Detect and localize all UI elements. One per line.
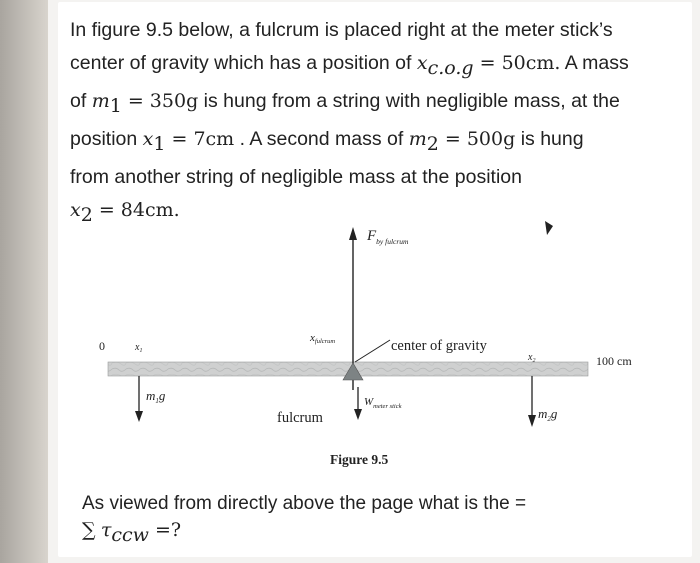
page-shadow [0, 0, 48, 563]
math-sub: 2 [80, 203, 93, 226]
math-var: x [70, 198, 81, 221]
w-stick-label: $W_{meter stick}$ [364, 396, 402, 410]
x1-label: $x_1$ [135, 342, 143, 354]
problem-line-1 [70, 14, 670, 47]
math-eq: = 84cm. [92, 198, 180, 221]
text-span: . A second mass of [234, 127, 409, 150]
text-span: position [70, 127, 143, 150]
math-sub: 1 [109, 94, 122, 117]
math-sub: 1 [153, 132, 166, 155]
math-eq: = 7cm [165, 127, 235, 150]
zero-label: 0 [99, 339, 105, 353]
m2g-label: $m_2g$ [538, 406, 558, 423]
math-var: m [91, 89, 110, 112]
text-span: A mass [560, 52, 629, 74]
tau-symbol: τ [100, 519, 112, 541]
problem-line-2 [70, 47, 670, 85]
center-gravity-pointer [355, 340, 390, 362]
question-tail: =? [148, 519, 182, 541]
math-var: x [416, 52, 428, 74]
math-sub: c.o.g [427, 56, 474, 79]
problem-line-5 [70, 161, 670, 194]
problem-line-4 [70, 123, 670, 161]
cursor-arrow-icon [545, 221, 553, 235]
x2-label: $x_2$ [528, 352, 536, 364]
question-line-1 [82, 491, 642, 517]
m1-weight-arrow [135, 376, 143, 422]
text-span: center of gravity which has a position of [70, 52, 417, 74]
text-span: is hung from a string with negligible mass, at the [198, 89, 620, 112]
math-var: x [142, 127, 154, 150]
f-fulcrum-label: $F_{by fulcrum}$ [367, 228, 409, 246]
text-span: of [70, 89, 92, 112]
problem-statement [70, 14, 670, 232]
figure-caption: Figure 9.5 [330, 452, 389, 467]
center-of-gravity-label: center of gravity [391, 338, 487, 354]
text-span: is hung [515, 127, 584, 150]
figure-9-5 [70, 210, 670, 490]
text-span: As viewed from directly above the page what is the = [82, 493, 527, 514]
m2-weight-arrow [528, 376, 536, 427]
stick-weight-arrow [354, 387, 362, 420]
sum-symbol: ∑ [82, 519, 96, 541]
x-fulcrum-label: xfulcrum [310, 332, 336, 345]
math-eq: = 500g [438, 127, 516, 150]
math-eq: = 350g [121, 89, 199, 112]
fulcrum-label: fulcrum [277, 410, 323, 426]
math-eq: = 50cm. [473, 52, 561, 74]
tau-sub: ccw [111, 523, 149, 546]
question-line-2 [82, 517, 642, 548]
hundred-cm-label: 100 cm [596, 354, 632, 368]
text-span: from another string of negligible mass at the position [70, 165, 522, 188]
math-var: m [408, 127, 427, 150]
math-sub: 2 [426, 132, 439, 155]
question [82, 491, 642, 548]
m1g-label: $m_1g$ [146, 388, 166, 405]
text-span: In figure 9.5 below, a fulcrum is placed right at the meter stick’s [70, 19, 613, 41]
problem-line-3 [70, 85, 670, 123]
